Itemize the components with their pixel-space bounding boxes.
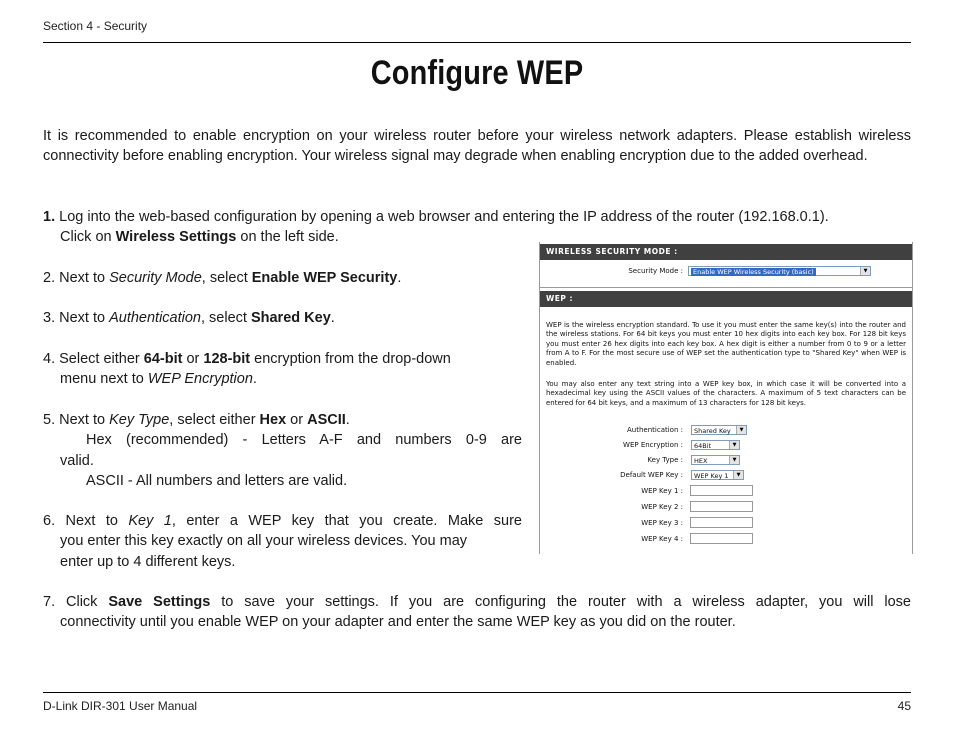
step-4	[43, 349, 522, 390]
wep-key-2-input[interactable]	[690, 501, 753, 512]
wep-header: WEP :	[540, 291, 912, 307]
security-mode-label: Security Mode	[109, 270, 202, 286]
key-type-select[interactable]	[691, 455, 740, 465]
128bit-label: 128-bit	[203, 351, 251, 367]
step-6-text-a: 6. Next to	[43, 513, 129, 529]
chevron-down-icon: ▼	[729, 441, 739, 449]
key1-label: Key 1	[128, 513, 172, 529]
hex-description: Hex (recommended) - Letters A-F and numbers 0-9 are	[86, 432, 522, 449]
wep-description-1: WEP is the wireless encryption standard. To use it you must enter the same key(s) into the router and the wireless stations. For 64 bit keys you must enter 10 hex digits into each key box. For 128 bit keys you must enter 26 hex digits into each key box. A hex digit is either a number from 0 to 9 or a letter from A to F. For the most secure use of WEP set the authentication type to "Shared Key" when WEP is enabled.	[546, 321, 906, 367]
step-6	[43, 511, 522, 572]
64bit-label: 64-bit	[143, 351, 183, 367]
step-5	[43, 410, 522, 491]
step-4-text-e: .	[252, 371, 257, 388]
section-header: Section 4 - Security	[43, 19, 148, 33]
step-2-text-b: , select	[201, 270, 252, 286]
step-6-text-c: you enter this key exactly on all your wireless devices. You may	[60, 533, 468, 550]
default-key-field-label: Default WEP Key :	[620, 471, 683, 479]
page-number: 45	[897, 699, 911, 713]
chevron-down-icon: ▼	[729, 456, 739, 464]
step-3-text-b: , select	[201, 310, 251, 326]
security-mode-header: WIRELESS SECURITY MODE :	[540, 244, 912, 260]
chevron-down-icon: ▼	[860, 267, 870, 275]
wep-key-3-input[interactable]	[690, 517, 753, 528]
hex-label: Hex	[259, 412, 287, 428]
key-type-label: Key Type	[109, 412, 170, 428]
key1-field-label: WEP Key 1 :	[641, 487, 683, 495]
authentication-value: Shared Key	[694, 427, 731, 435]
ascii-description: ASCII - All numbers and letters are valid.	[86, 472, 348, 489]
step-7-text-c: connectivity until you enable WEP on your adapter and enter the same WEP key as you did on the router.	[60, 614, 736, 631]
default-key-select[interactable]	[691, 470, 744, 480]
step-4-text-d: menu next to	[60, 371, 148, 388]
step-1-text-b: Click on	[60, 229, 116, 246]
chevron-down-icon: ▼	[736, 426, 746, 434]
page-title: Configure WEP	[370, 54, 584, 92]
step-2-text-a: 2. Next to	[43, 270, 110, 286]
wep-description-2: You may also enter any text string into a WEP key box, in which case it will be converted into a hexadecimal key using the ASCII values of the characters. A maximum of 5 text characters can be entered for 64 bit keys, and a maximum of 13 characters for 128 bit keys.	[546, 380, 906, 407]
step-7-text-b: to save your settings. If you are configuring the router with a wireless adapter, you will lose	[210, 594, 911, 610]
step-1-number: 1.	[43, 209, 56, 225]
step-6-text-d: enter up to 4 different keys.	[60, 553, 236, 570]
step-2-text-c: .	[397, 270, 402, 286]
step-4-text-c: encryption from the drop-down	[250, 351, 451, 367]
chevron-down-icon: ▼	[733, 471, 743, 479]
step-2	[43, 268, 401, 288]
wep-encryption-label: WEP Encryption	[147, 371, 253, 388]
intro-paragraph: It is recommended to enable encryption on your wireless router before your wireless network adapters. Please establish wireless connectivity before enabling encryption. Your wireless signal may degrade when enabling encryption due to the added overhead.	[43, 128, 911, 165]
security-mode-select[interactable]	[688, 266, 871, 276]
auth-field-label: Authentication :	[627, 426, 683, 434]
step-3-text-c: .	[330, 310, 335, 326]
step-5-text-d: .	[345, 412, 350, 428]
key2-field-label: WEP Key 2 :	[641, 503, 683, 511]
step-4-text-a: 4. Select either	[43, 351, 144, 367]
step-7	[43, 592, 911, 633]
enable-wep-label: Enable WEP Security	[251, 270, 398, 286]
shared-key-label: Shared Key	[250, 310, 331, 326]
authentication-label: Authentication	[109, 310, 201, 326]
key3-field-label: WEP Key 3 :	[641, 519, 683, 527]
encryption-field-label: WEP Encryption :	[623, 441, 683, 449]
step-4-text-b: or	[182, 351, 204, 367]
save-settings-label: Save Settings	[108, 594, 211, 610]
step-5-text-b: , select either	[169, 412, 260, 428]
wep-encryption-value: 64Bit	[694, 442, 712, 450]
authentication-select[interactable]	[691, 425, 747, 435]
wep-box	[540, 307, 912, 554]
wep-encryption-select[interactable]	[691, 440, 740, 450]
security-mode-field-label: Security Mode :	[628, 267, 683, 275]
key4-field-label: WEP Key 4 :	[641, 535, 683, 543]
top-rule	[43, 42, 911, 43]
step-3	[43, 308, 335, 328]
wep-settings-screenshot	[539, 242, 913, 554]
key-type-value: HEX	[694, 457, 708, 465]
wep-key-4-input[interactable]	[690, 533, 753, 544]
manual-name: D-Link DIR-301 User Manual	[43, 699, 198, 713]
step-7-text-a: 7. Click	[43, 594, 109, 610]
security-mode-box	[540, 260, 912, 288]
bottom-rule	[43, 692, 911, 693]
wireless-settings-label: Wireless Settings	[115, 229, 237, 246]
step-1-text-c: on the left side.	[236, 229, 339, 246]
step-1-text: Log into the web-based configuration by opening a web browser and entering the IP address of the router (192.168.0.1).	[59, 209, 829, 225]
ascii-label: ASCII	[307, 412, 346, 428]
key-type-field-label: Key Type :	[647, 456, 683, 464]
hex-description-2: valid.	[60, 452, 94, 469]
step-3-text-a: 3. Next to	[43, 310, 110, 326]
security-mode-value: Enable WEP Wireless Security (basic)	[693, 268, 814, 276]
step-6-text-b: , enter a WEP key that you create. Make sure	[171, 513, 522, 529]
default-key-value: WEP Key 1	[694, 472, 729, 480]
step-5-text-a: 5. Next to	[43, 412, 110, 428]
step-5-text-c: or	[286, 412, 308, 428]
wep-key-1-input[interactable]	[690, 485, 753, 496]
